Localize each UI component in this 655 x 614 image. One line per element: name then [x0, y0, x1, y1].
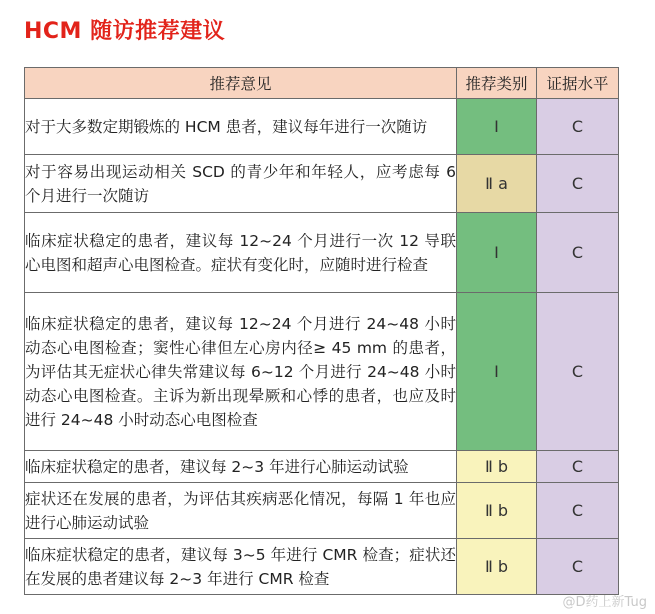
- advice-cell: 对于大多数定期锻炼的 HCM 患者，建议每年进行一次随访: [25, 99, 457, 155]
- page-title: HCM 随访推荐建议: [24, 19, 226, 44]
- class-cell: Ⅱ b: [457, 539, 537, 595]
- watermark: @D药上新Tug: [562, 595, 647, 610]
- advice-cell: 临床症状稳定的患者，建议每 12~24 个月进行一次 12 导联心电图和超声心电图检查。症状有变化时，应随时进行检查: [25, 213, 457, 293]
- recommendation-table: [24, 67, 619, 595]
- header-evidence: 证据水平: [537, 68, 619, 99]
- table-row: [25, 483, 619, 539]
- header-class: 推荐类别: [457, 68, 537, 99]
- advice-cell: 对于容易出现运动相关 SCD 的青少年和年轻人，应考虑每 6 个月进行一次随访: [25, 155, 457, 213]
- advice-cell: 临床症状稳定的患者，建议每 12~24 个月进行 24~48 小时动态心电图检查；窦性心律但左心房内径≥ 45 mm 的患者，为评估其无症状心律失常建议每 6~12 个月进行 24~48 小时动态心电图检查。主诉为新出现晕厥和心悸的患者，也应及时进行 24~48 小时动态心电图检查: [25, 293, 457, 451]
- table-row: [25, 99, 619, 155]
- advice-cell: 临床症状稳定的患者，建议每 2~3 年进行心肺运动试验: [25, 451, 457, 483]
- evidence-cell: C: [537, 213, 619, 293]
- class-cell: Ⅰ: [457, 99, 537, 155]
- class-cell: Ⅰ: [457, 293, 537, 451]
- class-cell: Ⅱ b: [457, 483, 537, 539]
- table-row: [25, 155, 619, 213]
- table-row: [25, 213, 619, 293]
- evidence-cell: C: [537, 539, 619, 595]
- table-row: [25, 451, 619, 483]
- evidence-cell: C: [537, 293, 619, 451]
- header-advice: 推荐意见: [25, 68, 457, 99]
- table-row: [25, 539, 619, 595]
- advice-cell: 症状还在发展的患者，为评估其疾病恶化情况，每隔 1 年也应进行心肺运动试验: [25, 483, 457, 539]
- table-row: [25, 293, 619, 451]
- class-cell: Ⅱ a: [457, 155, 537, 213]
- evidence-cell: C: [537, 483, 619, 539]
- class-cell: Ⅰ: [457, 213, 537, 293]
- advice-cell: 临床症状稳定的患者，建议每 3~5 年进行 CMR 检查；症状还在发展的患者建议每 2~3 年进行 CMR 检查: [25, 539, 457, 595]
- evidence-cell: C: [537, 451, 619, 483]
- evidence-cell: C: [537, 99, 619, 155]
- table-header-row: [25, 68, 619, 99]
- class-cell: Ⅱ b: [457, 451, 537, 483]
- evidence-cell: C: [537, 155, 619, 213]
